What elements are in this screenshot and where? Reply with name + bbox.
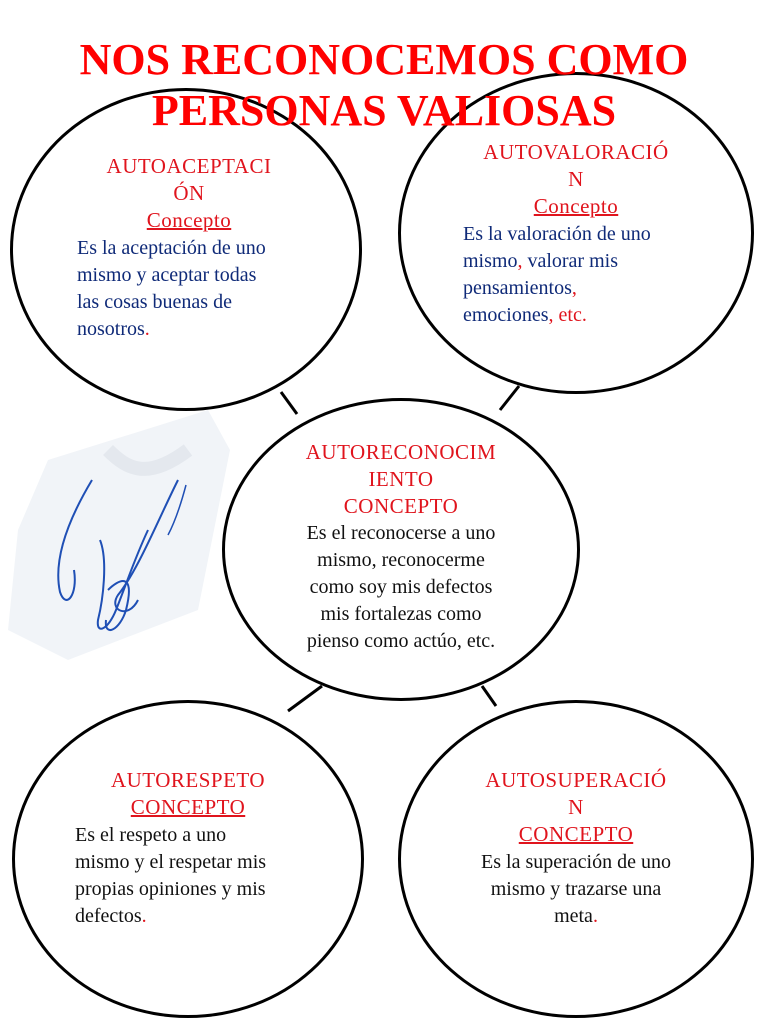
autoreconocimiento-line-2: mismo, reconocerme (317, 549, 485, 571)
node-autosuperacion (398, 700, 754, 1018)
autosuperacion-line-3: meta (554, 905, 593, 927)
autovaloracion-heading-2: N (568, 167, 584, 191)
autoaceptacion-concept: Concepto (146, 208, 232, 232)
autovaloracion-concept: Concepto (533, 194, 619, 218)
autovaloracion-line-2-comma: , (517, 250, 523, 272)
autorespeto-line-2: mismo y el respetar mis (75, 851, 267, 873)
autorespeto-line-3: propias opiniones y mis (75, 878, 266, 900)
connector-bottom-left (288, 686, 322, 711)
autoaceptacion-heading-2: ÓN (173, 181, 205, 205)
autorespeto-line-1: Es el respeto a uno (75, 824, 227, 846)
autorespeto-line-4: defectos (75, 905, 142, 927)
autoaceptacion-line-3: las cosas buenas de (77, 291, 232, 313)
autoreconocimiento-line-5: pienso como actúo, etc. (306, 630, 496, 652)
autovaloracion-line-2-rest: valorar mis (522, 250, 618, 272)
node-autoreconocimiento (222, 398, 580, 701)
node-autorespeto (12, 700, 364, 1018)
autorespeto-concept: CONCEPTO (130, 795, 246, 819)
autoreconocimiento-heading-2: IENTO (368, 467, 434, 491)
autovaloracion-heading-1: AUTOVALORACIÓ (483, 140, 669, 164)
autovaloracion-line-3-comma: , (571, 277, 577, 299)
autovaloracion-line-3-text: pensamientos (463, 277, 572, 299)
autoaceptacion-line-1: Es la aceptación de uno (77, 237, 266, 259)
autorespeto-period: . (141, 905, 147, 927)
autoreconocimiento-concept: CONCEPTO (343, 494, 459, 518)
connector-top-left (281, 392, 297, 414)
autovaloracion-line-4-etc: , etc. (548, 304, 587, 326)
signature-image (8, 410, 230, 660)
autovaloracion-line-2-text: mismo (463, 250, 518, 272)
autosuperacion-heading-1: AUTOSUPERACIÓ (485, 768, 667, 792)
autoreconocimiento-line-3: como soy mis defectos (309, 576, 493, 598)
autovaloracion-line-1: Es la valoración de uno (463, 223, 651, 245)
autoreconocimiento-heading-1: AUTORECONOCIM (305, 440, 497, 464)
connector-top-right (500, 386, 519, 410)
autoaceptacion-period: . (144, 318, 150, 340)
autorespeto-heading: AUTORESPETO (110, 768, 266, 792)
autoaceptacion-line-2: mismo y aceptar todas (77, 264, 257, 286)
page-title (0, 34, 768, 136)
autoaceptacion-heading-1: AUTOACEPTACI (106, 154, 272, 178)
connector-bottom-right (482, 686, 496, 706)
title-line-1: NOS RECONOCEMOS COMO (79, 35, 689, 84)
title-line-2: PERSONAS VALIOSAS (151, 86, 617, 135)
node-autoaceptacion (10, 88, 362, 411)
autoaceptacion-line-4: nosotros (77, 318, 145, 340)
autovaloracion-line-4-text: emociones (463, 304, 549, 326)
autosuperacion-period: . (592, 905, 598, 927)
autoreconocimiento-line-4: mis fortalezas como (320, 603, 482, 625)
autosuperacion-concept: CONCEPTO (518, 822, 634, 846)
autoreconocimiento-line-1: Es el reconocerse a uno (306, 522, 496, 544)
autosuperacion-heading-2: N (568, 795, 584, 819)
autosuperacion-line-1: Es la superación de uno (481, 851, 671, 873)
autosuperacion-line-2: mismo y trazarse una (490, 878, 662, 900)
